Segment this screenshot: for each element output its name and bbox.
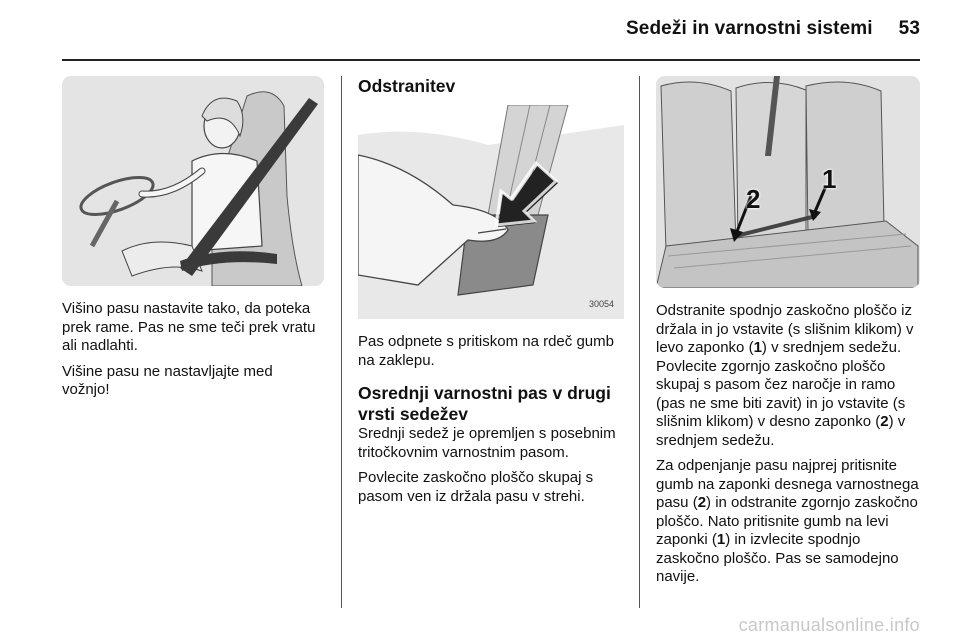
ref-buckle-1: 1	[716, 531, 726, 548]
paragraph-belt-height: Višino pasu nastavite tako, da poteka prek rame. Pas ne sme teči prek vratu ali nadlahti.	[62, 300, 316, 354]
text-fragment: ) v srednjem sedežu.	[656, 413, 906, 449]
column-divider-left	[341, 76, 342, 608]
callout-1: 1	[822, 164, 837, 194]
text-fragment: ) in odstranite zgornjo zaskočno ploščo. Nato pritisnite gumb na levi zaponki (	[656, 494, 918, 548]
text-fragment: Za odpenjanje pasu najprej pritisnite gumb na zaponki desnega varnostnega pasu (	[656, 457, 919, 511]
ref-buckle-2: 2	[880, 413, 889, 430]
driver-seatbelt-illustration	[62, 76, 324, 286]
paragraph-fasten-center-belt	[656, 302, 922, 450]
paragraph-no-adjust-driving: Višine pasu ne nastavljajte med vožnjo!	[62, 362, 273, 398]
buckle-release-icon	[358, 105, 624, 319]
paragraph-center-seat: Srednji sedež je opremljen s posebnim tritočkovnim varnostnim pasom.	[358, 425, 616, 461]
rear-seats-icon	[656, 76, 920, 288]
callout-2: 2	[746, 184, 761, 214]
heading-center-belt: Osrednji varnostni pas v drugi vrsti sedežev	[358, 383, 611, 424]
page-header	[626, 18, 920, 40]
column-1	[62, 76, 324, 407]
text-fragment: Odstranite spodnjo zaskočno ploščo iz držala in jo vstavite (s slišnim klikom) v levo zaponko (	[656, 302, 914, 356]
ref-buckle-1: 1	[753, 339, 762, 356]
page-number: 53	[898, 18, 920, 39]
column-3	[656, 76, 922, 594]
paragraph-pull-plate: Povlecite zaskočno ploščo skupaj s pasom ven iz držala pasu v strehi.	[358, 469, 594, 505]
text-fragment: ) v srednjem sedežu. Povlecite zgornjo zaskočno ploščo skupaj s pasom čez naročje in ramo (pas ne sme biti zavit) in jo vstavite (s slišnim klikom) v desno zaponko (	[656, 339, 906, 430]
chapter-title: Sedeži in varnostni sistemi	[626, 18, 873, 39]
paragraph-unfasten-center-belt	[656, 457, 922, 587]
ref-buckle-2: 2	[697, 494, 707, 511]
figure-code: 30054	[588, 299, 614, 309]
buckle-release-illustration	[358, 105, 624, 319]
rear-seat-center-belt-illustration	[656, 76, 920, 288]
header-rule	[62, 59, 920, 61]
column-2	[358, 76, 624, 513]
driver-seatbelt-icon	[62, 76, 324, 286]
paragraph-release: Pas odpnete s pritiskom na rdeč gumb na zaklepu.	[358, 333, 614, 369]
column-divider-right	[639, 76, 640, 608]
watermark: carmanualsonline.info	[738, 615, 920, 635]
heading-removal: Odstranitev	[358, 76, 456, 96]
text-fragment: ) in izvlecite spodnjo zaskočno ploščo. Pas se samodejno navije.	[656, 531, 899, 585]
